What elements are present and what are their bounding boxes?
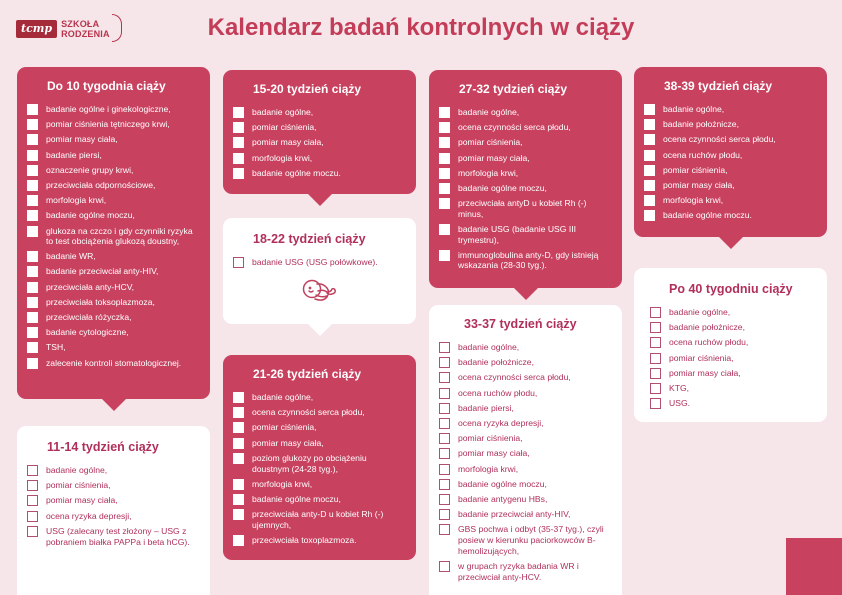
card-38-39-weeks (634, 67, 827, 237)
checkbox[interactable] (233, 168, 244, 179)
checklist-item[interactable] (650, 398, 817, 409)
card-title: 15-20 tydzień ciąży (253, 82, 362, 96)
checklist-item[interactable] (439, 224, 612, 246)
checklist-item[interactable] (650, 353, 817, 364)
checklist-item[interactable] (233, 494, 406, 505)
checklist-item[interactable] (27, 119, 200, 130)
checklist-item-label: badanie piersi, (458, 402, 514, 413)
checklist-item[interactable] (27, 282, 200, 293)
checkbox[interactable] (644, 195, 655, 206)
checklist-item[interactable] (233, 479, 406, 490)
checkbox[interactable] (439, 448, 450, 459)
checkbox[interactable] (27, 465, 38, 476)
checkbox[interactable] (439, 153, 450, 164)
checklist-item-label: pomiar masy ciała, (46, 134, 118, 145)
checklist-item[interactable] (27, 226, 200, 248)
checklist-item[interactable] (27, 327, 200, 338)
card-up-to-10-weeks (17, 67, 210, 399)
checkbox[interactable] (233, 153, 244, 164)
checklist-item[interactable] (439, 198, 612, 220)
checklist-item-label: ocena ruchów płodu, (669, 337, 749, 348)
card-title: 18-22 tydzień ciąży (253, 232, 366, 246)
pointer-arrow (307, 193, 333, 206)
checklist-item[interactable] (439, 137, 612, 148)
checklist-item[interactable] (439, 403, 612, 414)
checkbox[interactable] (439, 403, 450, 414)
checklist-item[interactable] (233, 153, 406, 164)
checklist-item-label: pomiar masy ciała, (252, 137, 324, 148)
checklist-item-label: przeciwciała anty-HCV, (46, 281, 135, 292)
checklist-item[interactable] (233, 168, 406, 179)
checkbox[interactable] (27, 195, 38, 206)
checklist-item[interactable] (439, 433, 612, 444)
checklist-item[interactable] (27, 180, 200, 191)
checklist-item[interactable] (233, 509, 406, 531)
checklist-item[interactable] (650, 307, 817, 318)
checklist-item[interactable] (439, 107, 612, 118)
checklist-item-label: ocena ruchów płodu, (458, 387, 538, 398)
checklist-item-label: morfologia krwi, (458, 463, 519, 474)
pointer-arrow (307, 323, 333, 336)
checkbox[interactable] (27, 511, 38, 522)
checkbox[interactable] (27, 210, 38, 221)
card-title: 27-32 tydzień ciąży (459, 82, 568, 96)
checklist-item[interactable] (27, 165, 200, 176)
checkbox[interactable] (27, 266, 38, 277)
checklist-item-label: pomiar ciśnienia, (252, 422, 317, 433)
checklist-item[interactable] (233, 107, 406, 118)
checkbox[interactable] (644, 119, 655, 130)
checklist-item-label: badanie ogólne, (663, 104, 725, 114)
checklist-item-label: immunoglobulina anty-D, gdy istnieją wskazania (28-30 tyg.). (458, 249, 599, 271)
checklist-item-label: badanie ogólne moczu, (252, 493, 341, 504)
checklist-item-label: morfologia krwi, (46, 195, 107, 206)
checklist-item[interactable] (439, 183, 612, 194)
checklist-item[interactable] (439, 509, 612, 520)
checklist-item-label: badanie ogólne moczu. (663, 210, 752, 221)
checklist-item-label: w grupach ryzyka badania WR i przeciwciał anty-HCV. (458, 560, 579, 582)
checkbox[interactable] (439, 357, 450, 368)
checkbox[interactable] (233, 479, 244, 490)
checklist-item-label: przeciwciała odpornościowe, (46, 179, 156, 190)
checkbox[interactable] (233, 392, 244, 403)
checklist-item-label: badanie ogólne moczu. (252, 167, 341, 178)
checklist-item-label: badanie piersi, (46, 149, 102, 160)
checkbox[interactable] (233, 122, 244, 133)
card-15-20-weeks (223, 70, 416, 194)
checklist-item-label: ocena czynności serca płodu, (458, 122, 571, 133)
checklist-item[interactable] (233, 257, 406, 268)
checklist-item-label: GBS pochwa i odbyt (35-37 tyg.), czyli posiew w kierunku paciorkowców B-hemolizujących, (458, 524, 604, 556)
checklist-item[interactable] (27, 104, 200, 115)
checklist-item-label: badanie ogólne i ginekologiczne, (46, 104, 171, 114)
card-18-22-weeks (223, 218, 416, 324)
checklist-item-label: ocena ryzyka depresji, (458, 417, 544, 428)
checklist-item[interactable] (644, 104, 817, 115)
checkbox[interactable] (233, 438, 244, 449)
checklist-item[interactable] (27, 480, 200, 491)
checklist-item-label: badanie ogólne, (252, 392, 314, 402)
checkbox[interactable] (27, 119, 38, 130)
checkbox[interactable] (439, 464, 450, 475)
checklist-item[interactable] (233, 122, 406, 133)
checklist-item-label: przeciwciała różyczka, (46, 312, 132, 323)
checklist-item[interactable] (439, 357, 612, 368)
checklist-item[interactable] (650, 337, 817, 348)
checklist-item[interactable] (27, 465, 200, 476)
checklist-item-label: badanie USG (badanie USG III trymestru), (458, 223, 576, 245)
checklist-item[interactable] (27, 251, 200, 262)
checklist-item-label: ocena ruchów płodu, (663, 149, 743, 160)
checklist-item-label: pomiar ciśnienia, (458, 137, 523, 148)
checklist-item-label: przeciwciała antyD u kobiet Rh (-) minus, (458, 198, 587, 219)
checklist-item-label: badanie położnicze, (458, 357, 534, 368)
pointer-arrow (101, 398, 127, 411)
checklist-item[interactable] (439, 494, 612, 505)
card-21-26-weeks (223, 355, 416, 560)
card-title: 38-39 tydzień ciąży (664, 79, 773, 93)
checkbox[interactable] (27, 358, 38, 369)
checklist-item[interactable] (439, 153, 612, 164)
checklist-item[interactable] (644, 150, 817, 161)
checklist-item[interactable] (27, 358, 200, 369)
checklist-item[interactable] (27, 342, 200, 353)
checklist-item-label: badanie ogólne moczu, (458, 182, 547, 193)
checkbox[interactable] (644, 134, 655, 145)
checklist-item[interactable] (439, 250, 612, 272)
checklist-item[interactable] (233, 392, 406, 403)
checklist-item[interactable] (644, 134, 817, 145)
checklist-item[interactable] (439, 372, 612, 383)
checklist-item-label: USG (zalecany test złożony – USG z pobraniem białka PAPPa i beta hCG). (46, 525, 190, 547)
checkbox[interactable] (439, 494, 450, 505)
checkbox[interactable] (650, 383, 661, 394)
checklist-item[interactable] (650, 368, 817, 379)
checklist-item[interactable] (27, 511, 200, 522)
pointer-arrow (718, 236, 744, 249)
page-title: Kalendarz badań kontrolnych w ciąży (207, 14, 635, 41)
checkbox[interactable] (439, 250, 450, 261)
checklist-item-label: morfologia krwi, (252, 478, 313, 489)
checkbox[interactable] (439, 479, 450, 490)
checkbox[interactable] (439, 198, 450, 209)
checklist-item-label: morfologia krwi, (252, 152, 313, 163)
checklist-item[interactable] (439, 122, 612, 133)
checklist-item[interactable] (439, 388, 612, 399)
checklist-item[interactable] (439, 561, 612, 583)
checklist-item-label: badanie antygenu HBs, (458, 493, 548, 504)
checklist-item-label: badanie przeciwciał anty-HIV, (458, 509, 571, 520)
checklist-item-label: USG. (669, 398, 691, 409)
card-title: Po 40 tygodniu ciąży (669, 282, 793, 296)
checkbox[interactable] (233, 494, 244, 505)
checklist-item-label: pomiar ciśnienia, (669, 352, 734, 363)
checklist-item-label: KTG, (669, 382, 690, 393)
checklist-item[interactable] (27, 526, 200, 548)
checkbox[interactable] (439, 388, 450, 399)
checkbox[interactable] (650, 368, 661, 379)
checkbox[interactable] (439, 107, 450, 118)
checklist-item[interactable] (233, 438, 406, 449)
card-title: 11-14 tydzień ciąży (47, 440, 159, 454)
checklist-item-label: badanie cytologiczne, (46, 327, 129, 338)
logo-line-2: RODZENIA (61, 29, 110, 39)
checklist-item-label: badanie położnicze, (669, 322, 745, 333)
checkbox[interactable] (439, 524, 450, 535)
checklist-item[interactable] (233, 422, 406, 433)
checkbox[interactable] (439, 137, 450, 148)
checkbox[interactable] (233, 257, 244, 268)
checklist-item[interactable] (650, 383, 817, 394)
checklist-item[interactable] (233, 535, 406, 546)
checklist-item[interactable] (27, 495, 200, 506)
checklist-item-label: przeciwciała anty-D u kobiet Rh (-) ujemnych, (252, 508, 384, 530)
card-title: Do 10 tygodnia ciąży (47, 79, 166, 93)
card-title: 21-26 tydzień ciąży (253, 367, 362, 381)
card-after-40-weeks (634, 268, 827, 422)
logo-badge: tcmp (16, 20, 57, 38)
checklist-item-label: oznaczenie grupy krwi, (46, 164, 134, 175)
checklist-item-label: pomiar masy ciała, (669, 367, 741, 378)
checklist-item-label: pomiar ciśnienia, (46, 480, 111, 491)
checklist-item[interactable] (27, 195, 200, 206)
checkbox[interactable] (27, 480, 38, 491)
checkbox[interactable] (650, 353, 661, 364)
checklist-item-label: badanie WR, (46, 251, 96, 262)
checklist-item[interactable] (439, 448, 612, 459)
checkbox[interactable] (27, 342, 38, 353)
checkbox[interactable] (439, 342, 450, 353)
checklist-item-label: badanie przeciwciał anty-HIV, (46, 266, 159, 277)
checklist-item-label: badanie USG (USG połówkowe). (252, 257, 378, 267)
checklist-item[interactable] (439, 464, 612, 475)
checklist-item-label: poziom glukozy po obciążeniu doustnym (24-28 tyg.), (252, 452, 367, 474)
card-33-37-weeks (429, 305, 622, 595)
checkbox[interactable] (439, 224, 450, 235)
checklist-item[interactable] (233, 407, 406, 418)
checkbox[interactable] (233, 407, 244, 418)
checkbox[interactable] (27, 165, 38, 176)
checklist-item-label: ocena czynności serca płodu, (663, 134, 776, 145)
checklist-item[interactable] (644, 165, 817, 176)
checklist-item-label: glukoza na czczo i gdy czynniki ryzyka to test obciążenia glukozą doustny, (46, 225, 193, 247)
checklist-item[interactable] (439, 524, 612, 556)
checklist-item[interactable] (644, 210, 817, 221)
checklist-item[interactable] (644, 195, 817, 206)
checklist-item[interactable] (27, 134, 200, 145)
checklist-item-label: ocena czynności serca płodu, (252, 407, 365, 418)
checkbox[interactable] (27, 297, 38, 308)
checkbox[interactable] (233, 137, 244, 148)
checkbox[interactable] (644, 210, 655, 221)
baby-icon (233, 278, 406, 306)
checkbox[interactable] (233, 509, 244, 520)
checklist-item-label: badanie ogólne, (669, 307, 731, 317)
checkbox[interactable] (27, 180, 38, 191)
checkbox[interactable] (439, 168, 450, 179)
checklist-item-label: pomiar ciśnienia tętniczego krwi, (46, 119, 170, 130)
checkbox[interactable] (27, 312, 38, 323)
checkbox[interactable] (650, 307, 661, 318)
checkbox[interactable] (27, 251, 38, 262)
checklist-item-label: pomiar masy ciała, (458, 152, 530, 163)
checklist-item-label: morfologia krwi, (458, 167, 519, 178)
checkbox[interactable] (650, 322, 661, 333)
logo-line-1: SZKOŁA (61, 19, 100, 29)
checkbox[interactable] (439, 433, 450, 444)
pointer-arrow (513, 287, 539, 300)
checklist-item-label: przeciwciała toksoplazmoza, (46, 296, 155, 307)
checkbox[interactable] (439, 183, 450, 194)
checkbox[interactable] (439, 372, 450, 383)
card-11-14-weeks (17, 426, 210, 595)
checkbox[interactable] (27, 495, 38, 506)
checkbox[interactable] (27, 134, 38, 145)
checklist-item-label: badanie ogólne, (252, 107, 314, 117)
checklist-item-label: przeciwciała toxoplazmoza. (252, 534, 357, 545)
card-27-32-weeks (429, 70, 622, 288)
checkbox[interactable] (644, 104, 655, 115)
checkbox[interactable] (439, 509, 450, 520)
card-title: 33-37 tydzień ciąży (464, 317, 577, 331)
checkbox[interactable] (27, 526, 38, 537)
checklist-item-label: badanie ogólne moczu, (46, 210, 135, 221)
checklist-item-label: zalecenie kontroli stomatologicznej. (46, 357, 182, 368)
checklist-item[interactable] (27, 210, 200, 221)
checklist-item[interactable] (644, 119, 817, 130)
checklist-item[interactable] (233, 137, 406, 148)
checkbox[interactable] (644, 150, 655, 161)
checklist-item[interactable] (27, 266, 200, 277)
checkbox[interactable] (439, 418, 450, 429)
checklist-item[interactable] (233, 453, 406, 475)
checklist-item[interactable] (27, 150, 200, 161)
checklist-item-label: ocena ryzyka depresji, (46, 510, 132, 521)
checkbox[interactable] (233, 453, 244, 464)
checklist-item-label: pomiar ciśnienia, (252, 122, 317, 133)
checklist-item[interactable] (27, 297, 200, 308)
checklist-item-label: morfologia krwi, (663, 195, 724, 206)
checklist-item-label: badanie ogólne, (458, 342, 520, 352)
checkbox[interactable] (27, 150, 38, 161)
checklist-item[interactable] (439, 479, 612, 490)
checklist-item-label: pomiar ciśnienia, (663, 164, 728, 175)
checkbox[interactable] (644, 165, 655, 176)
checkbox[interactable] (27, 226, 38, 237)
checkbox[interactable] (27, 104, 38, 115)
checkbox[interactable] (650, 398, 661, 409)
checklist-item[interactable] (439, 418, 612, 429)
checklist-item-label: pomiar masy ciała, (663, 179, 735, 190)
checklist-item-label: pomiar masy ciała, (252, 437, 324, 448)
checkbox[interactable] (233, 107, 244, 118)
checklist-item-label: badanie położnicze, (663, 119, 739, 130)
checklist-item-label: badanie ogólne, (46, 465, 108, 475)
checklist-item-label: pomiar ciśnienia, (458, 433, 523, 444)
checkbox[interactable] (644, 180, 655, 191)
checkbox[interactable] (233, 422, 244, 433)
checklist-item-label: badanie ogólne, (458, 107, 520, 117)
checkbox[interactable] (650, 337, 661, 348)
checklist-item-label: pomiar masy ciała, (458, 448, 530, 459)
checkbox[interactable] (27, 282, 38, 293)
checklist-item[interactable] (439, 168, 612, 179)
corner-decoration (786, 538, 842, 595)
checklist-item[interactable] (27, 312, 200, 323)
checklist-item-label: pomiar masy ciała, (46, 495, 118, 506)
checkbox[interactable] (439, 561, 450, 572)
checklist-item-label: ocena czynności serca płodu, (458, 372, 571, 383)
checkbox[interactable] (439, 122, 450, 133)
checkbox[interactable] (233, 535, 244, 546)
checklist-item[interactable] (439, 342, 612, 353)
checklist-item[interactable] (644, 180, 817, 191)
checkbox[interactable] (27, 327, 38, 338)
checklist-item-label: badanie ogólne moczu, (458, 478, 547, 489)
checklist-item-label: TSH, (46, 342, 66, 353)
checklist-item[interactable] (650, 322, 817, 333)
